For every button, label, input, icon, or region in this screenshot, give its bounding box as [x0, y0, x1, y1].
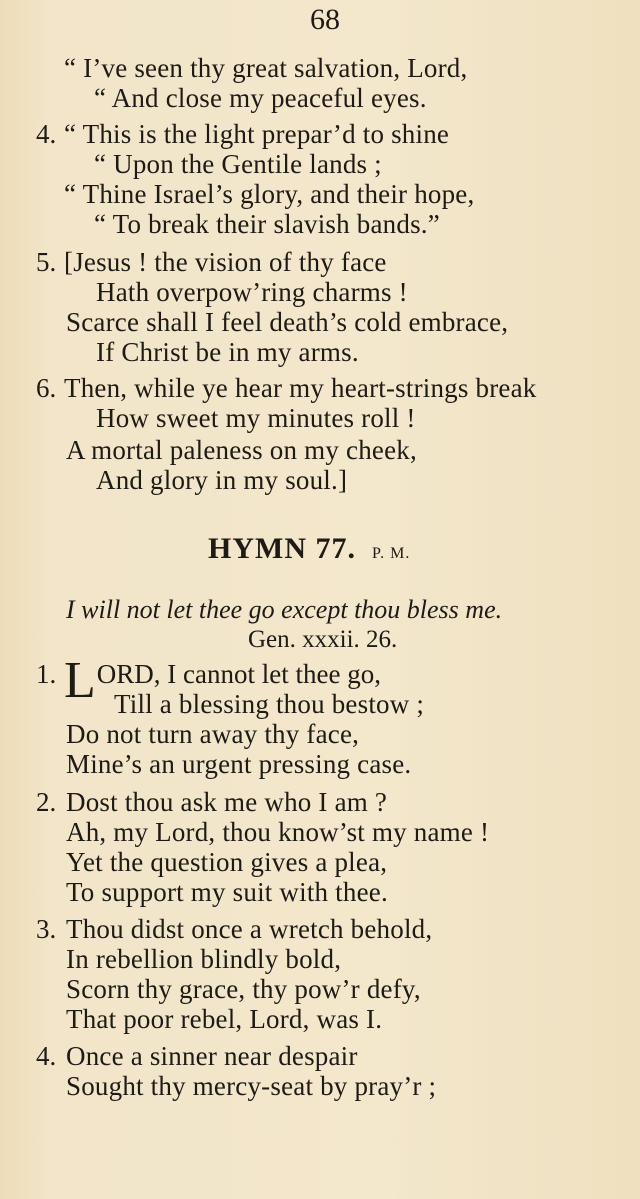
drop-cap: L	[64, 652, 96, 709]
verse-line: Thou didst once a wretch behold,	[66, 914, 433, 944]
verse-line: A mortal paleness on my cheek,	[66, 435, 417, 465]
verse-line: Then, while ye hear my heart-strings break	[64, 373, 537, 403]
verse-line: “ This is the light prepar’d to shine	[64, 119, 450, 149]
verse-line: Sought thy mercy-seat by pray’r ;	[66, 1071, 437, 1101]
scripture-reference: Gen. xxxii. 26.	[248, 626, 398, 653]
verse-line: Scarce shall I feel death’s cold embrace,	[66, 307, 509, 337]
verse-line: “ Thine Israel’s glory, and their hope,	[64, 179, 475, 209]
verse-number: 4.	[36, 119, 57, 149]
verse-line: “ I’ve seen thy great salvation, Lord,	[64, 53, 468, 83]
hymn-meter: P. M.	[371, 545, 411, 562]
verse-line: Scorn thy grace, thy pow’r defy,	[66, 974, 421, 1004]
page-number: 68	[310, 3, 340, 36]
verse-line: That poor rebel, Lord, was I.	[66, 1004, 383, 1034]
verse-line: “ Upon the Gentile lands ;	[94, 149, 382, 179]
verse-line: In rebellion blindly bold,	[66, 944, 342, 974]
verse-line: Ah, my Lord, thou know’st my name !	[66, 817, 490, 847]
verse-line: Do not turn away thy face,	[66, 719, 360, 749]
verse-line: ORD, I cannot let thee go,	[96, 659, 381, 689]
verse-line: Till a blessing thou bestow ;	[114, 689, 425, 719]
verse-number: 1.	[36, 659, 57, 689]
hymn-epigraph: I will not let thee go except thou bless me.	[66, 595, 503, 624]
verse-line: Dost thou ask me who I am ?	[66, 787, 388, 817]
verse-number: 4.	[36, 1041, 57, 1071]
verse-line: Mine’s an urgent pressing case.	[66, 749, 412, 779]
verse-number: 2.	[36, 787, 57, 817]
verse-line: “ And close my peaceful eyes.	[94, 83, 427, 113]
verse-number: 6.	[36, 373, 57, 403]
verse-line: If Christ be in my arms.	[96, 337, 359, 367]
verse-line: [Jesus ! the vision of thy face	[64, 247, 387, 277]
verse-line: Yet the question gives a plea,	[66, 847, 388, 877]
verse-line: To support my suit with thee.	[66, 877, 388, 907]
verse-number: 5.	[36, 247, 57, 277]
verse-line: Hath overpow’ring charms !	[96, 277, 408, 307]
verse-line: And glory in my soul.]	[96, 465, 348, 495]
verse-line: How sweet my minutes roll !	[96, 403, 416, 433]
verse-number: 3.	[36, 914, 57, 944]
verse-line: Once a sinner near despair	[66, 1041, 358, 1071]
verse-line: “ To break their slavish bands.”	[94, 209, 440, 239]
hymn-title	[208, 532, 410, 571]
hymn-title-text: HYMN 77.	[208, 532, 356, 565]
